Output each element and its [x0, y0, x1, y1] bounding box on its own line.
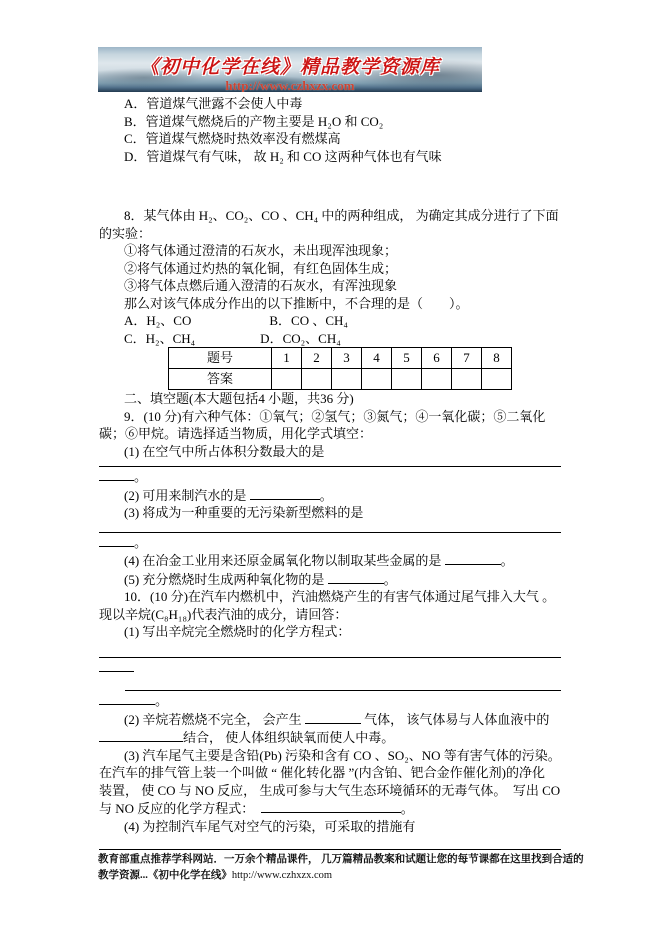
text-line: 。	[99, 467, 561, 486]
table-cell-answer	[392, 369, 422, 390]
answer-blank-line	[125, 676, 561, 691]
footer-line-1: 教育部重点推荐学科网站．一万余个精品课件， 几万篇精品教案和试题让您的每节课都在这里找到合适的	[98, 854, 584, 865]
text-line: (2) 辛烷若燃烧不完全， 会产生 气体， 该气体易与人体血液中的	[124, 711, 550, 727]
text-line: (1) 在空气中所占体积分数最大的是	[124, 443, 325, 459]
text-line: B．管道煤气燃烧后的产物主要是 H₂O 和 CO₂	[124, 113, 384, 129]
table-cell-number: 5	[392, 348, 422, 369]
text-line: 结合， 使人体组织缺氧而使人中毒。	[99, 728, 561, 747]
text-line: (3) 将成为一种重要的无污染新型燃料的是	[124, 505, 364, 520]
table-cell-number: 3	[332, 348, 362, 369]
inline-blank	[328, 570, 384, 584]
table-cell-number: 2	[302, 348, 332, 369]
text-line: (4) 为控制汽车尾气对空气的污染，可采取的措施有	[124, 818, 416, 834]
text-line: (1) 写出辛烷完全燃烧时的化学方程式：	[124, 624, 351, 639]
text-line: C．管道煤气燃烧时热效率没有燃煤高	[124, 131, 341, 146]
table-cell-answer	[272, 369, 302, 390]
text-line: 现以辛烷(C₈H₁₈)代表汽油的成分，请回答：	[99, 606, 348, 622]
text-line: 那么对该气体成分作出的以下推断中，不合理的是（ ）。	[124, 295, 469, 311]
inline-blank	[99, 728, 183, 742]
text-line: 二、填空题(本大题包括4 小题，共36 分)	[124, 391, 354, 406]
footer-url: http://www.czhxzx.com	[231, 870, 333, 881]
footer-line-2	[98, 868, 576, 884]
text-line: A．H₂、CO B．CO 、CH₄	[124, 313, 348, 328]
text-line: 。	[99, 533, 561, 552]
answer-blank-line	[99, 641, 561, 658]
table-cell-answer	[452, 369, 482, 390]
banner-title: 《初中化学在线》精品教学资源库	[139, 57, 440, 78]
table-answer-label: 答案	[169, 369, 272, 390]
text-line: C．H₂、CH₄ D．CO₂、CH₄	[124, 330, 341, 346]
inline-blank	[99, 658, 134, 672]
text-line: 在汽车的排气管上装一个叫做 “ 催化转化器 ”(内含铂、钯合金作催化剂)的净化	[99, 765, 545, 780]
text-line: 9．(10 分)有六种气体：①氧气；②氢气；③氮气；④一氧化碳；⑤二氧化	[124, 408, 546, 424]
footer	[98, 852, 584, 884]
text-line: 碳；⑥甲烷。请选择适当物质，用化学式填空：	[99, 426, 373, 441]
text-line: 8．某气体由 H₂、CO₂、CO 、CH₄ 中的两种组成， 为确定其成分进行了下面	[124, 208, 559, 223]
text-line: 。	[99, 691, 561, 710]
table-cell-number: 7	[452, 348, 482, 369]
inline-blank	[261, 799, 401, 813]
answer-blank-line	[99, 460, 561, 467]
footer-line-2-text: 教学资源...《初中化学在线》	[98, 870, 232, 881]
section-fill-in-blanks	[99, 390, 561, 850]
inline-blank	[99, 533, 134, 547]
table-row-answers	[169, 369, 512, 390]
text-line: D．管道煤气有气味， 故 H₂ 和 CO 这两种气体也有气味	[124, 148, 442, 164]
table-cell-number: 6	[422, 348, 452, 369]
spacer	[99, 165, 561, 207]
answer-blank-line	[99, 522, 561, 533]
text-line: ①将气体通过澄清的石灰水，未出现浑浊现象；	[124, 243, 398, 258]
table-cell-answer	[302, 369, 332, 390]
text-line: (4) 在冶金工业用来还原金属氧化物以制取某些金属的是 。	[124, 553, 514, 568]
inline-blank	[305, 710, 361, 724]
table-row-numbers	[169, 348, 512, 369]
table-cell-answer	[362, 369, 392, 390]
text-line: (2) 可用来制汽水的是 。	[124, 487, 333, 503]
text-line	[99, 658, 561, 677]
table-cell-answer	[422, 369, 452, 390]
text-line: ②将气体通过灼热的氧化铜，有红色固体生成；	[124, 260, 398, 276]
table-cell-number: 4	[362, 348, 392, 369]
inline-blank	[99, 691, 155, 705]
text-line: 的实验：	[99, 225, 152, 241]
inline-blank	[250, 486, 320, 500]
text-line: 10．(10 分)在汽车内燃机中，汽油燃烧产生的有害气体通过尾气排入大气 。	[124, 589, 556, 604]
table-header-label: 题号	[169, 348, 272, 369]
banner-url: http://www.czhxzx.com	[225, 78, 355, 92]
table-cell-number: 8	[482, 348, 512, 369]
inline-blank	[445, 551, 501, 565]
table-cell-answer	[482, 369, 512, 390]
text-line: ③将气体点燃后通入澄清的石灰水，有浑浊现象	[124, 278, 398, 293]
table-cell-answer	[332, 369, 362, 390]
answer-blank-line	[99, 835, 561, 850]
table-cell-number: 1	[272, 348, 302, 369]
text-line: A．管道煤气泄露不会使人中毒	[124, 96, 303, 111]
text-line: 与 NO 反应的化学方程式： 。	[99, 801, 414, 816]
document-content	[99, 95, 561, 850]
text-line: (3) 汽车尾气主要是含铅(Pb) 污染和含有 CO 、SO₂、NO 等有害气体的污染。	[124, 747, 561, 763]
text-line: 装置， 使 CO 与 NO 反应， 生成可参与大气生态环境循环的无毒气体。 写出 CO	[99, 782, 561, 798]
inline-blank	[99, 467, 134, 481]
banner-image	[98, 47, 482, 92]
text-line: (5) 充分燃烧时生成两种氧化物的是 。	[124, 571, 397, 587]
section-multiple-choice	[99, 95, 561, 347]
answer-table	[168, 347, 512, 390]
